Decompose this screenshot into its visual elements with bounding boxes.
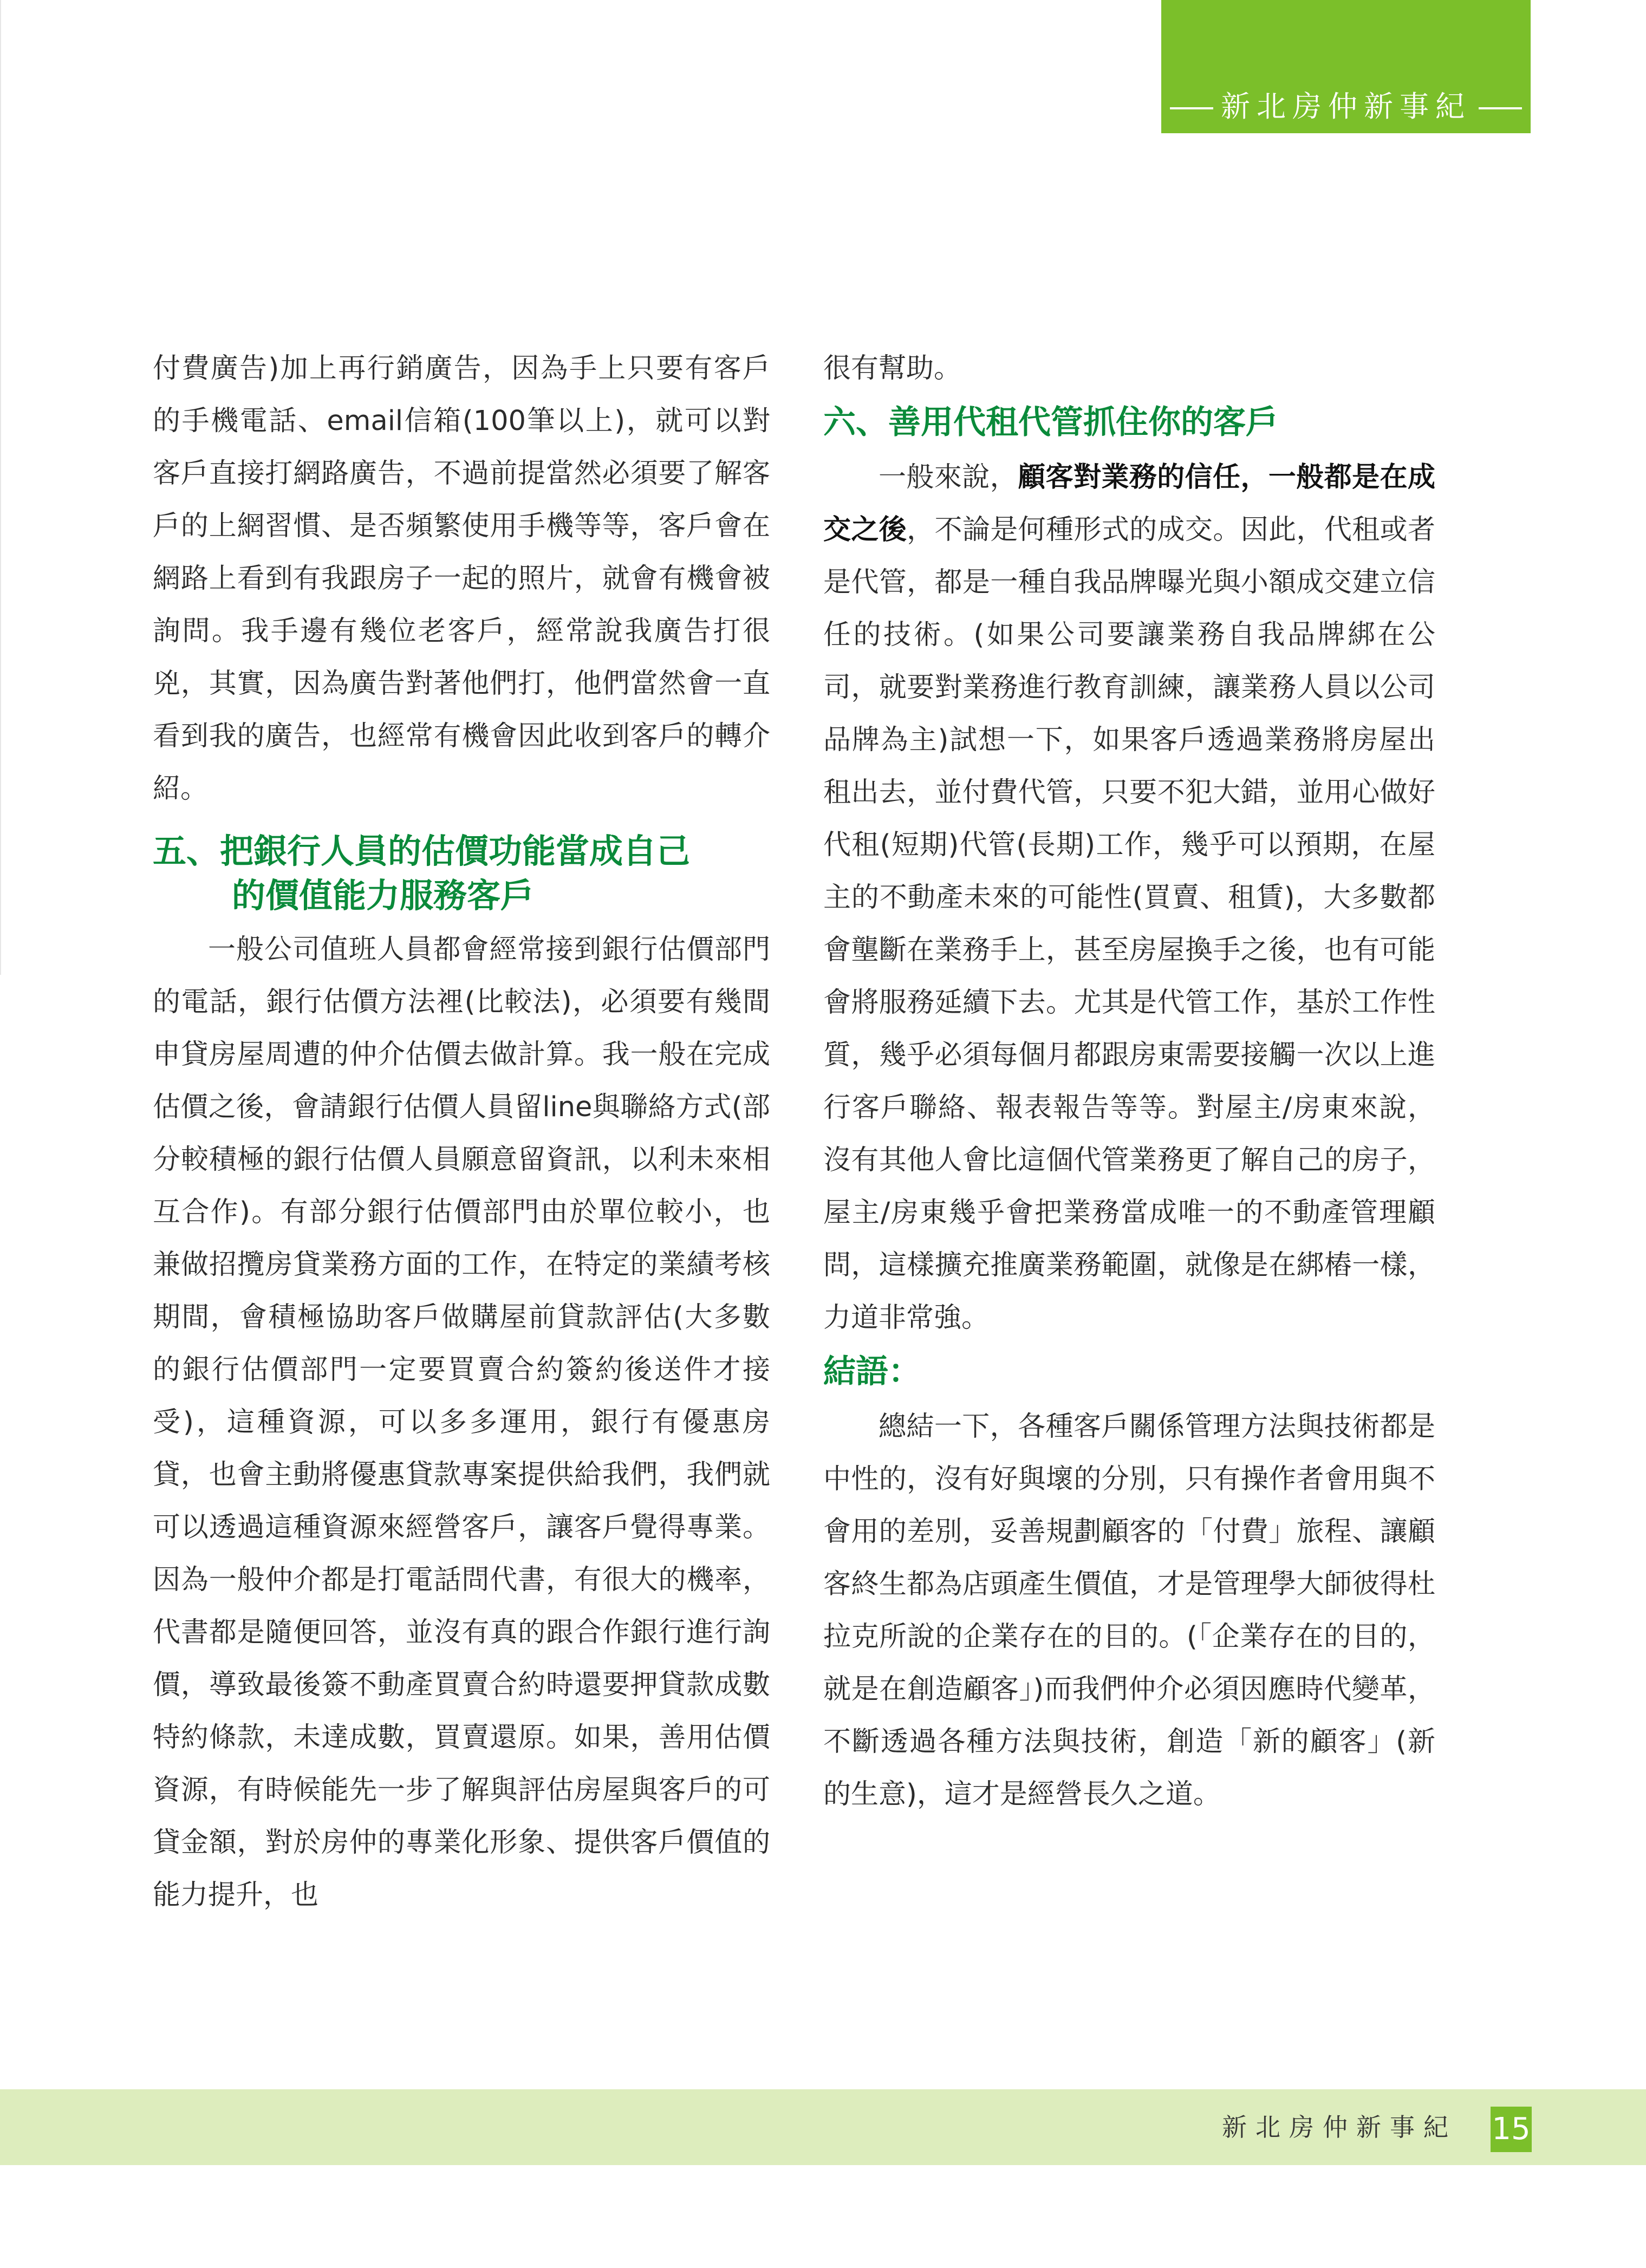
header-title [1161,88,1531,126]
header-title-text: 新北房仲新事紀 [1221,89,1471,123]
left-paragraph-1: 付費廣告)加上再行銷廣告，因為手上只要有客戶的手機電話、email信箱(100筆以上)，就可以對客戶直接打網路廣告，不過前提當然必須要了解客戶的上網習慣、是否頻繁使用手機等等，客戶會在網路上看到有我跟房子一起的照片，就會有機會被詢問。我手邊有幾位老客戶，經常說我廣告打很兇，其實，因為廣告對著他們打，他們當然會一直看到我的廣告，也經常有機會因此收到客戶的轉介紹。 [153,353,770,805]
p1-lead: 一般來說， [879,461,1018,493]
left-column [153,342,770,1921]
section-5-heading-line2: 的價值能力服務客戶 [232,876,535,915]
footer-title: 新北房仲新事紀 [1222,2113,1457,2142]
left-paragraph-2: 一般公司值班人員都會經常接到銀行估價部門的電話，銀行估價方法裡(比較法)，必須要有幾間申貸房屋周遭的仲介估價去做計算。我一般在完成估價之後，會請銀行估價人員留line與聯絡方式(部分較積極的銀行估價人員願意留資訊，以利未來相互合作)。有部分銀行估價部門由於單位較小，也兼做招攬房貸業務方面的工作，在特定的業績考核期間，會積極協助客戶做購屋前貸款評估(大多數的銀行估價部門一定要買賣合約簽約後送件才接受)，這種資源，可以多多運用，銀行有優惠房貸，也會主動將優惠貸款專案提供給我們，我們就可以透過這種資源來經營客戶，讓客戶覺得專業。因為一般仲介都是打電話問代書，有很大的機率，代書都是隨便回答，並沒有真的跟合作銀行進行詢價，導致最後簽不動產買賣合約時還要押貸款成數特約條款，未達成數，買賣還原。如果，善用估價資源，有時候能先一步了解與評估房屋與客戶的可貸金額，對於房仲的專業化形象、提供客戶價值的能力提升，也 [153,934,770,1911]
section-5-heading-line1: 五、把銀行人員的估價功能當成自己 [153,831,691,871]
right-paragraph-2: 總結一下，各種客戶關係管理方法與技術都是中性的，沒有好與壞的分別，只有操作者會用與不會用的差別，妥善規劃顧客的「付費」旅程、讓顧客終生都為店頭產生價值，才是管理學大師彼得杜拉克所說的企業存在的目的。(「企業存在的目的，就是在創造顧客」)而我們仲介必須因應時代變革，不斷透過各種方法與技術，創造「新的顧客」(新的生意)，這才是經營長久之道。 [823,1411,1435,1810]
title-dash-left [1170,107,1213,109]
page-number: 15 [1491,2107,1532,2152]
right-column [823,342,1435,1821]
p1-bold: 顧客對業務的信任，一般都是在成交之後 [823,461,1435,546]
page-edge-rule [0,0,1,975]
title-dash-right [1479,107,1522,109]
p1-rest: ，不論是何種形式的成交。因此，代租或者是代管，都是一種自我品牌曝光與小額成交建立信任的技術。(如果公司要讓業務自我品牌綁在公司，就要對業務進行教育訓練，讓業務人員以公司品牌為主)試想一下，如果客戶透過業務將房屋出租出去，並付費代管，只要不犯大錯，並用心做好代租(短期)代管(長期)工作，幾乎可以預期，在屋主的不動產未來的可能性(買賣、租賃)，大多數都會壟斷在業務手上，甚至房屋換手之後，也有可能會將服務延續下去。尤其是代管工作，基於工作性質，幾乎必須每個月都跟房東需要接觸一次以上進行客戶聯絡、報表報告等等。對屋主/房東來說，沒有其他人會比這個代管業務更了解自己的房子，屋主/房東幾乎會把業務當成唯一的不動產管理顧問，這樣擴充推廣業務範圍，就像是在綁樁一樣，力道非常強。 [823,514,1435,1334]
conclusion-heading: 結語： [823,1353,921,1391]
section-5-heading [153,829,770,918]
right-paragraph-0: 很有幫助。 [823,353,962,384]
header-tab [1161,0,1531,133]
right-paragraph-1 [823,451,1435,1344]
section-6-heading: 六、善用代租代管抓住你的客戶 [823,403,1278,441]
